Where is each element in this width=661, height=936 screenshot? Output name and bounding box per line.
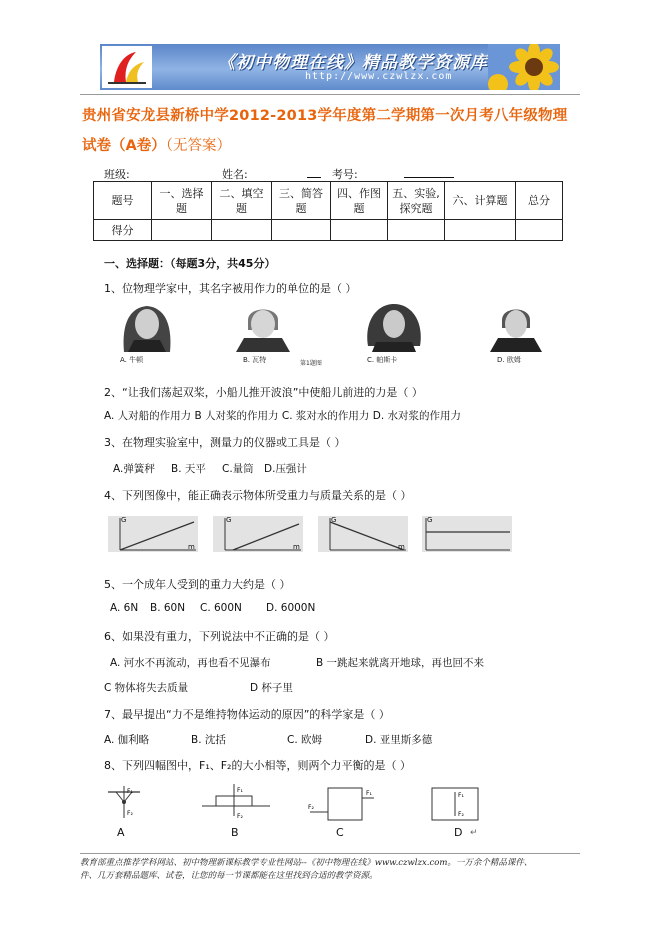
graph-d	[422, 516, 512, 552]
header-cell-fill	[212, 182, 272, 220]
q8-figure-c	[306, 782, 376, 824]
fig-b-force1-label: F₁	[237, 787, 243, 794]
score-table-header-row	[94, 182, 563, 220]
header-text-short-answer: 三、简答题	[279, 186, 323, 215]
question-6: 6、如果没有重力，下列说法中不正确的是（ ）	[104, 630, 335, 643]
q8-figure-d	[426, 782, 486, 824]
student-info-line	[104, 166, 564, 182]
header-cell-calculation: 六、计算题	[445, 182, 516, 220]
graph-a	[108, 516, 198, 552]
portrait-ohm-icon	[476, 300, 556, 352]
q7-option-c: C. 欧姆	[287, 734, 323, 746]
footer-line-2: 件、几万套精品题库、试卷，让您的每一节课都能在这里找到合适的教学资源。	[80, 871, 378, 881]
fig-a-force2-label: F₂	[127, 810, 133, 817]
graph-c-x-label: m	[398, 543, 405, 551]
score-row-label: 得分	[94, 220, 152, 241]
score-cell-drawing[interactable]	[331, 220, 388, 241]
score-table	[93, 181, 563, 241]
portrait-label-a: A. 牛顿	[120, 356, 144, 364]
q3-option-c: C.量筒	[222, 463, 254, 475]
graph-c	[318, 516, 408, 552]
header-cell-question-no: 题号	[94, 182, 152, 220]
header-text-experiment: 五、实验,探究题	[392, 186, 440, 215]
graph-d-lines	[422, 516, 512, 552]
graph-a-y-label: G	[121, 516, 127, 524]
question-2: 2、“让我们荡起双桨，小船儿推开波浪”中使船儿前进的力是（ ）	[104, 386, 423, 399]
question-4: 4、下列图像中，能正确表示物体所受重力与质量关系的是（ ）	[104, 489, 412, 502]
exam-title-note: （无答案）	[165, 138, 231, 154]
q6-option-c: C 物体将失去质量	[104, 682, 189, 694]
portrait-label-b: B. 瓦特	[243, 356, 267, 364]
fig-d-force2-label: F₂	[458, 811, 464, 818]
q1-figure-note: 第1题图	[300, 360, 322, 367]
q7-option-a: A. 伽利略	[104, 734, 150, 746]
fig-c-force1-label: F₁	[366, 790, 372, 797]
q6-option-b: B 一跳起来就离开地球，再也回不来	[316, 657, 485, 669]
header-divider	[80, 94, 580, 95]
question-2-options: A. 人对船的作用力 B 人对桨的作用力 C. 浆对水的作用力 D. 水对浆的作用力	[104, 410, 461, 422]
sunflower-icon	[488, 44, 560, 90]
q7-option-b: B. 沈括	[191, 734, 226, 746]
graph-b-y-label: G	[226, 516, 232, 524]
header-text-drawing: 四、作图题	[337, 186, 381, 215]
question-1: 1、位物理学家中，其名字被用作力的单位的是（ ）	[104, 282, 357, 295]
question-5: 5、一个成年人受到的重力大约是（ ）	[104, 578, 291, 591]
q8-label-b: B	[231, 826, 239, 839]
footer-divider	[80, 853, 580, 854]
portrait-label-d: D. 欧姆	[497, 356, 521, 364]
header-banner	[100, 44, 560, 90]
header-cell-experiment	[388, 182, 445, 220]
exam-title-line2	[82, 134, 231, 155]
exam-title-line1: 贵州省安龙县新桥中学2012-2013学年度第二学期第一次月考八年级物理	[82, 108, 568, 124]
score-cell-calculation[interactable]	[445, 220, 516, 241]
question-8: 8、下列四幅图中，F₁、F₂的大小相等，则两个力平衡的是（ ）	[104, 759, 411, 772]
site-logo-icon	[102, 46, 152, 88]
q3-option-a: A.弹簧秤	[113, 463, 155, 475]
q6-option-a: A. 河水不再流动，再也看不见瀑布	[110, 657, 271, 669]
fig-c-force2-label: F₂	[308, 804, 314, 811]
question-3: 3、在物理实验室中，测量力的仪器或工具是（ ）	[104, 436, 346, 449]
q3-option-b: B. 天平	[171, 463, 206, 475]
portrait-newton-icon	[106, 300, 188, 352]
section-title-choice: 一、选择题：（每题3分，共45分）	[104, 257, 276, 270]
header-text-fill: 二、填空题	[219, 186, 264, 215]
class-label: 班级:	[104, 168, 130, 181]
exam-title-paper-type: 试卷（A卷）	[82, 138, 166, 154]
q8-label-d: D	[454, 826, 463, 839]
header-cell-choice	[152, 182, 212, 220]
number-label: 考号:	[332, 168, 358, 181]
score-cell-short-answer[interactable]	[272, 220, 331, 241]
return-mark-icon: ↵	[470, 828, 478, 838]
q7-option-d: D. 亚里斯多德	[365, 734, 433, 746]
score-table-score-row	[94, 220, 563, 241]
score-cell-total[interactable]	[516, 220, 563, 241]
q8-label-a: A	[117, 826, 125, 839]
graph-a-x-label: m	[188, 543, 195, 551]
q5-option-d: D. 6000N	[266, 602, 316, 614]
banner-title: 《初中物理在线》精品教学资源库	[218, 53, 488, 73]
score-cell-fill[interactable]	[212, 220, 272, 241]
fig-a-force1-label: F₁	[127, 788, 133, 795]
graph-d-y-label: G	[427, 516, 433, 524]
question-7: 7、最早提出“力不是维持物体运动的原因”的科学家是（ ）	[104, 708, 390, 721]
q6-option-d: D 杯子里	[250, 682, 293, 694]
graph-b-x-label: m	[293, 543, 300, 551]
score-cell-choice[interactable]	[152, 220, 212, 241]
fig-d-force1-label: F₁	[458, 792, 464, 799]
portrait-pascal-icon	[354, 300, 434, 352]
footer-line-1: 教育部重点推荐学科网站、初中物理新课标教学专业性网站--《初中物理在线》www.czwlzx.com。一万余个精品课件、	[80, 858, 533, 868]
name-label: 姓名:	[222, 168, 248, 181]
header-text-choice: 一、选择题	[159, 186, 204, 215]
q5-option-a: A. 6N	[110, 602, 139, 614]
q8-figure-a	[104, 782, 144, 824]
q8-figure-b	[198, 782, 274, 824]
graph-b	[213, 516, 303, 552]
q3-option-d: D.压强计	[264, 463, 307, 475]
q8-label-c: C	[336, 826, 344, 839]
q5-option-b: B. 60N	[150, 602, 186, 614]
portrait-watt-icon	[222, 300, 304, 352]
banner-url[interactable]: http://www.czwlzx.com	[305, 71, 453, 82]
score-cell-experiment[interactable]	[388, 220, 445, 241]
q5-option-c: C. 600N	[200, 602, 242, 614]
header-cell-drawing	[331, 182, 388, 220]
header-cell-total: 总分	[516, 182, 563, 220]
portrait-label-c: C. 帕斯卡	[367, 356, 398, 364]
fig-b-force2-label: F₂	[237, 813, 243, 820]
graph-c-y-label: G	[331, 516, 337, 524]
header-cell-short-answer	[272, 182, 331, 220]
